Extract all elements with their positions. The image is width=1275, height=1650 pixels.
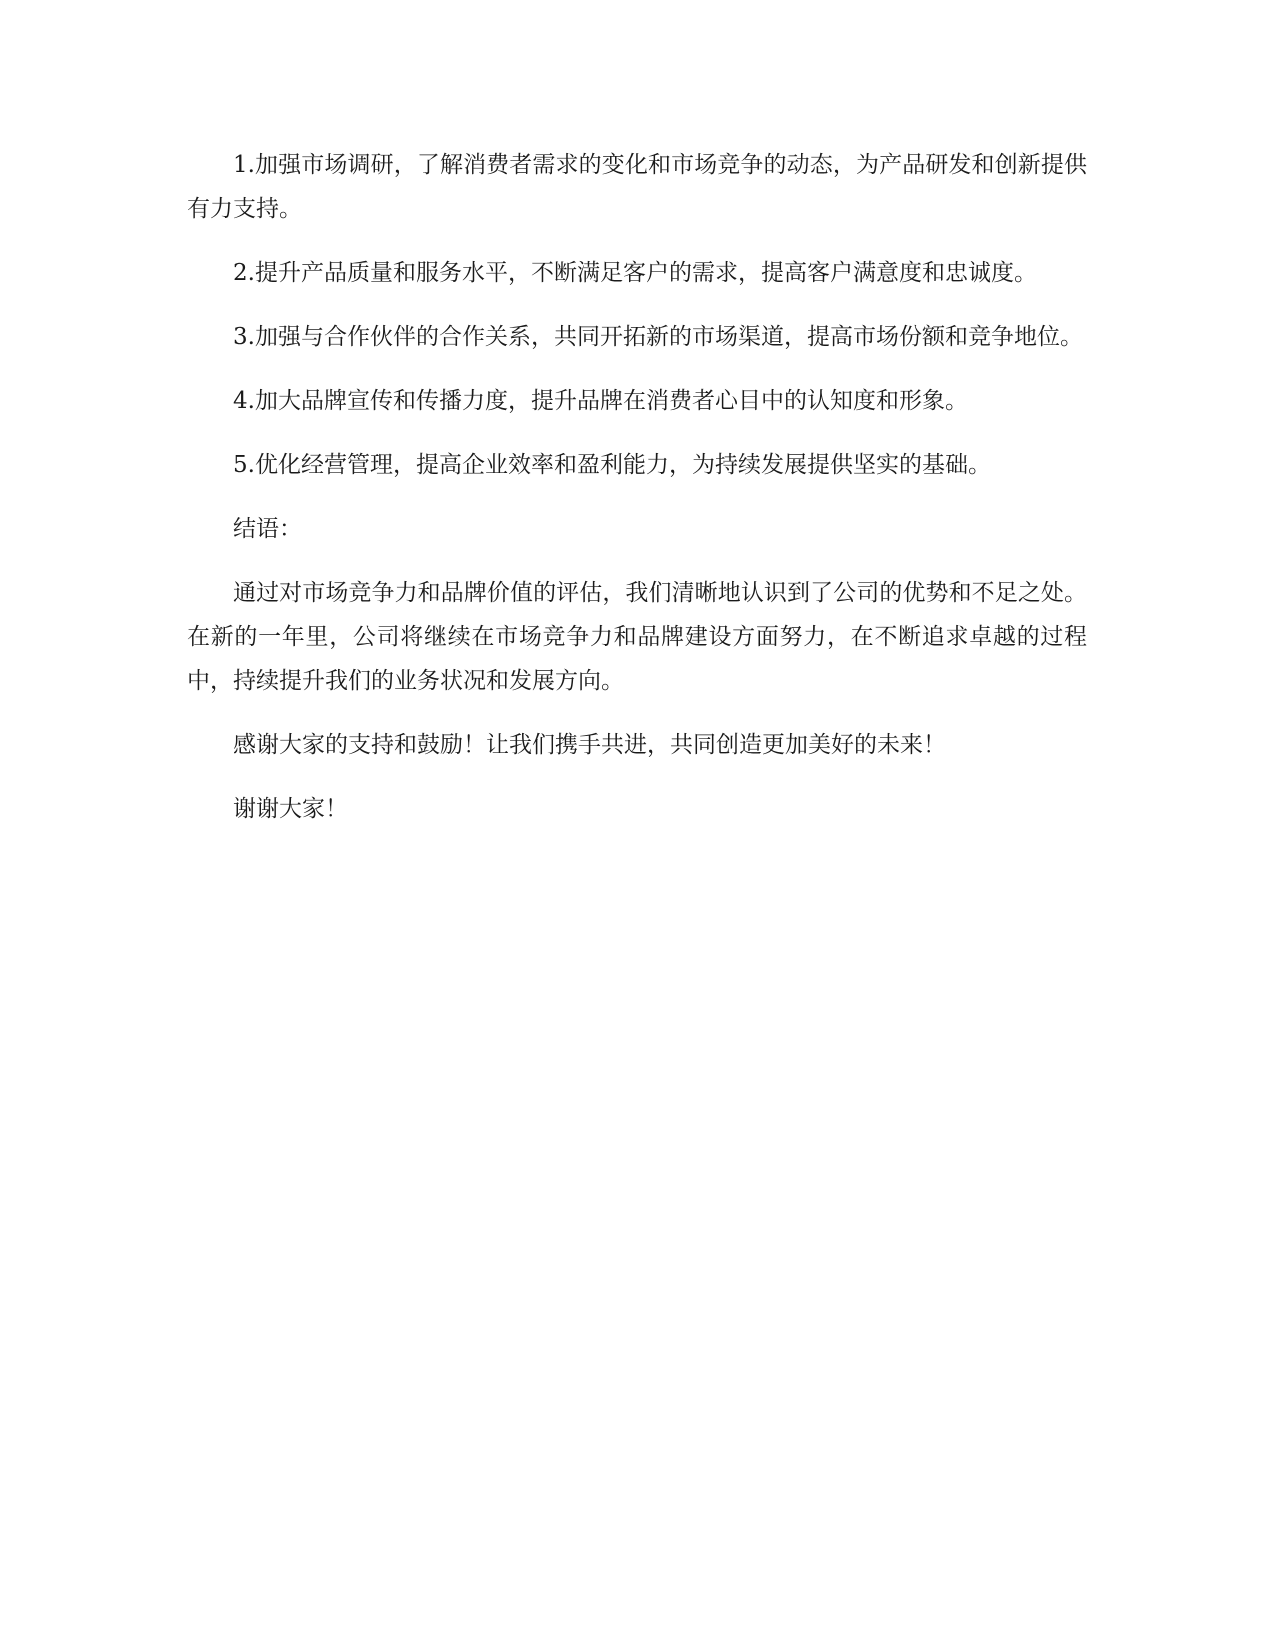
- document-body: [187, 143, 1087, 851]
- closing-line: 谢谢大家！: [233, 796, 348, 822]
- paragraph-item-4: 4.加大品牌宣传和传播力度，提升品牌在消费者心目中的认知度和形象。: [233, 388, 968, 414]
- thanks-paragraph: 感谢大家的支持和鼓励！让我们携手共进，共同创造更加美好的未来！: [233, 732, 946, 758]
- paragraph-item-5: 5.优化经营管理，提高企业效率和盈利能力，为持续发展提供坚实的基础。: [233, 452, 991, 478]
- paragraph-item-2: 2.提升产品质量和服务水平，不断满足客户的需求，提高客户满意度和忠诚度。: [233, 260, 1037, 286]
- paragraph-item-1: 1.加强市场调研，了解消费者需求的变化和市场竞争的动态，为产品研发和创新提供有力支持。: [187, 152, 1087, 222]
- conclusion-heading: 结语：: [233, 516, 302, 542]
- conclusion-paragraph: 通过对市场竞争力和品牌价值的评估，我们清晰地认识到了公司的优势和不足之处。在新的一年里，公司将继续在市场竞争力和品牌建设方面努力，在不断追求卓越的过程中，持续提升我们的业务状况和发展方向。: [187, 580, 1087, 694]
- paragraph-item-3: 3.加强与合作伙伴的合作关系，共同开拓新的市场渠道，提高市场份额和竞争地位。: [233, 324, 1083, 350]
